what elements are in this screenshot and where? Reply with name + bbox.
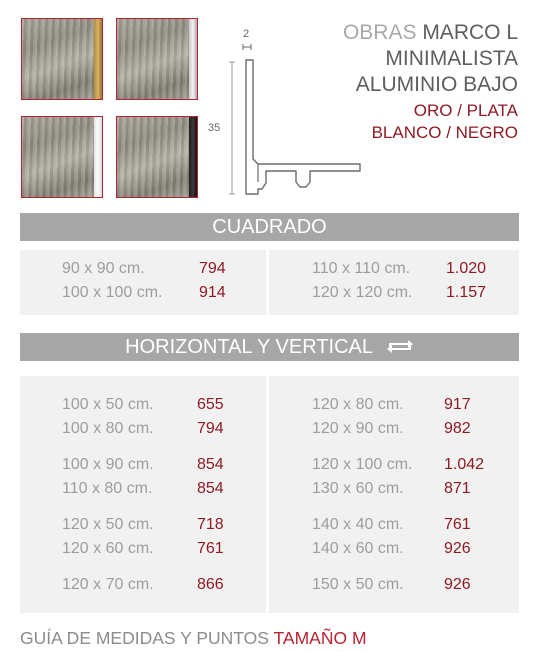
points-value: 854 — [197, 480, 224, 497]
size-label: 90 x 90 cm. — [62, 260, 145, 277]
swap-arrows-icon — [386, 338, 414, 354]
points-value: 926 — [444, 576, 471, 593]
section-title-square: CUADRADO — [212, 216, 327, 238]
points-value: 914 — [199, 284, 226, 301]
section-header-square — [20, 213, 519, 241]
size-label: 100 x 100 cm. — [62, 284, 163, 301]
points-value: 854 — [197, 456, 224, 473]
square-price-panel — [20, 250, 519, 315]
title-lead: OBRAS — [342, 21, 417, 44]
points-value: 871 — [444, 480, 471, 497]
rect-price-panel — [20, 376, 519, 613]
points-value: 926 — [444, 540, 471, 557]
color-options-line2: BLANCO / NEGRO — [371, 123, 518, 142]
size-label: 120 x 80 cm. — [312, 396, 404, 413]
points-value: 761 — [444, 516, 471, 533]
title-line2: MINIMALISTA — [385, 47, 518, 70]
points-value: 917 — [444, 396, 471, 413]
thumbnail-white-frame — [21, 116, 103, 198]
points-value: 866 — [197, 576, 224, 593]
size-label: 140 x 40 cm. — [312, 516, 404, 533]
color-options — [372, 100, 518, 144]
thumbnail-gold-frame — [21, 18, 103, 100]
points-value: 794 — [199, 260, 226, 277]
points-value: 794 — [197, 420, 224, 437]
page-title — [343, 20, 518, 98]
points-value: 1.020 — [446, 260, 487, 277]
section-title-rect: HORIZONTAL Y VERTICAL — [125, 336, 373, 358]
thumbnail-black-frame — [116, 116, 198, 198]
footer-accent: TAMAÑO M — [273, 628, 367, 648]
size-label: 100 x 90 cm. — [62, 456, 154, 473]
section-header-rect — [20, 333, 519, 361]
size-label: 120 x 70 cm. — [62, 576, 154, 593]
profile-top-dimension: 2 — [243, 28, 250, 40]
size-label: 120 x 50 cm. — [62, 516, 154, 533]
points-value: 982 — [444, 420, 471, 437]
profile-side-dimension: 35 — [208, 122, 221, 134]
thumbnail-silver-frame — [116, 18, 198, 100]
points-value: 655 — [197, 396, 224, 413]
points-value: 761 — [197, 540, 224, 557]
size-label: 120 x 100 cm. — [312, 456, 413, 473]
size-label: 110 x 80 cm. — [62, 480, 153, 497]
title-line1: MARCO L — [422, 21, 518, 44]
size-label: 100 x 50 cm. — [62, 396, 154, 413]
footer-caption — [20, 628, 367, 649]
size-label: 140 x 60 cm. — [312, 540, 404, 557]
size-label: 120 x 90 cm. — [312, 420, 404, 437]
footer-text: GUÍA DE MEDIDAS Y PUNTOS — [20, 628, 269, 648]
points-value: 1.042 — [444, 456, 485, 473]
points-value: 1.157 — [446, 284, 487, 301]
size-label: 130 x 60 cm. — [312, 480, 404, 497]
size-label: 110 x 110 cm. — [312, 260, 411, 277]
points-value: 718 — [197, 516, 224, 533]
size-label: 150 x 50 cm. — [312, 576, 404, 593]
size-label: 120 x 120 cm. — [312, 284, 413, 301]
color-options-line1: ORO / PLATA — [413, 101, 518, 120]
size-label: 120 x 60 cm. — [62, 540, 154, 557]
size-label: 100 x 80 cm. — [62, 420, 154, 437]
title-line3: ALUMINIO BAJO — [355, 73, 518, 96]
